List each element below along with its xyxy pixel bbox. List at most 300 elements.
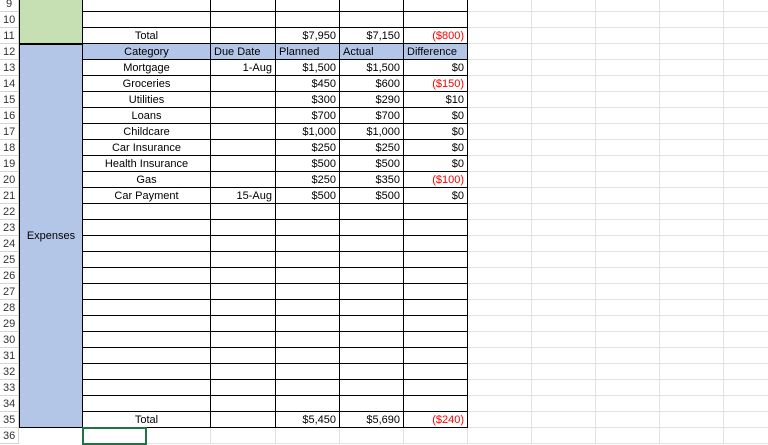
cell[interactable] xyxy=(596,28,660,44)
expense-category[interactable]: Car Payment xyxy=(83,188,211,204)
cell[interactable] xyxy=(276,236,340,252)
cell[interactable] xyxy=(211,12,276,28)
cell[interactable] xyxy=(83,332,211,348)
cell[interactable] xyxy=(83,396,211,412)
cell[interactable] xyxy=(83,12,211,28)
cell[interactable] xyxy=(724,12,768,28)
cell[interactable] xyxy=(596,12,660,28)
cell[interactable] xyxy=(724,140,768,156)
cell[interactable] xyxy=(724,172,768,188)
cell[interactable] xyxy=(404,220,468,236)
cell[interactable] xyxy=(468,396,532,412)
cell[interactable] xyxy=(468,92,532,108)
cell[interactable] xyxy=(532,28,596,44)
cell[interactable] xyxy=(596,332,660,348)
row-header[interactable]: 29 xyxy=(0,316,19,332)
cell[interactable] xyxy=(660,140,724,156)
expense-category[interactable]: Health Insurance xyxy=(83,156,211,172)
cell[interactable] xyxy=(660,172,724,188)
cell[interactable] xyxy=(211,284,276,300)
cell[interactable] xyxy=(660,396,724,412)
expense-actual[interactable]: $350 xyxy=(340,172,404,188)
cell[interactable] xyxy=(404,300,468,316)
cell[interactable] xyxy=(468,156,532,172)
cell[interactable] xyxy=(596,284,660,300)
cell[interactable] xyxy=(532,380,596,396)
expense-difference[interactable]: $0 xyxy=(404,124,468,140)
expense-difference[interactable]: $10 xyxy=(404,92,468,108)
cell[interactable] xyxy=(724,364,768,380)
cell[interactable] xyxy=(532,172,596,188)
cell[interactable] xyxy=(724,332,768,348)
cell[interactable] xyxy=(532,316,596,332)
cell[interactable] xyxy=(532,60,596,76)
expense-difference[interactable]: $0 xyxy=(404,156,468,172)
cell[interactable] xyxy=(404,12,468,28)
expense-actual[interactable]: $1,000 xyxy=(340,124,404,140)
expense-planned[interactable]: $1,000 xyxy=(276,124,340,140)
expense-due-date[interactable] xyxy=(211,92,276,108)
cell[interactable] xyxy=(596,268,660,284)
cell[interactable] xyxy=(276,252,340,268)
cell[interactable] xyxy=(211,316,276,332)
cell[interactable] xyxy=(276,380,340,396)
cell[interactable] xyxy=(660,124,724,140)
expense-due-date[interactable]: 15-Aug xyxy=(211,188,276,204)
cell[interactable] xyxy=(596,220,660,236)
cell[interactable] xyxy=(596,92,660,108)
cell[interactable] xyxy=(596,60,660,76)
expense-planned[interactable]: $500 xyxy=(276,188,340,204)
cell[interactable] xyxy=(83,0,211,12)
cell[interactable] xyxy=(276,428,340,444)
cell[interactable] xyxy=(83,348,211,364)
cell[interactable] xyxy=(532,92,596,108)
cell[interactable] xyxy=(276,396,340,412)
cell[interactable] xyxy=(211,380,276,396)
cell[interactable] xyxy=(660,332,724,348)
row-header[interactable]: 12 xyxy=(0,44,19,60)
expense-planned[interactable]: $250 xyxy=(276,172,340,188)
cell[interactable] xyxy=(532,412,596,428)
cell[interactable] xyxy=(211,236,276,252)
cell[interactable] xyxy=(83,220,211,236)
expense-due-date[interactable] xyxy=(211,108,276,124)
cell[interactable] xyxy=(724,412,768,428)
cell[interactable] xyxy=(340,332,404,348)
cell[interactable] xyxy=(340,12,404,28)
cell[interactable] xyxy=(211,204,276,220)
cell[interactable] xyxy=(532,252,596,268)
cell[interactable] xyxy=(724,348,768,364)
cell[interactable] xyxy=(468,428,532,444)
row-header[interactable]: 13 xyxy=(0,60,19,76)
cell[interactable] xyxy=(404,428,468,444)
row-header[interactable]: 28 xyxy=(0,300,19,316)
expense-difference[interactable]: ($100) xyxy=(404,172,468,188)
cell[interactable] xyxy=(404,316,468,332)
row-header[interactable]: 31 xyxy=(0,348,19,364)
cell[interactable] xyxy=(660,12,724,28)
expense-difference[interactable]: $0 xyxy=(404,140,468,156)
cell[interactable] xyxy=(276,220,340,236)
cell[interactable] xyxy=(468,300,532,316)
expense-planned[interactable]: $500 xyxy=(276,156,340,172)
cell[interactable] xyxy=(660,300,724,316)
cell[interactable] xyxy=(596,0,660,12)
cell[interactable] xyxy=(468,28,532,44)
cell[interactable] xyxy=(724,60,768,76)
cell[interactable] xyxy=(532,108,596,124)
cell[interactable] xyxy=(276,332,340,348)
cell[interactable] xyxy=(404,284,468,300)
cell[interactable] xyxy=(660,364,724,380)
cell[interactable] xyxy=(340,364,404,380)
cell[interactable] xyxy=(211,220,276,236)
expense-due-date[interactable] xyxy=(211,76,276,92)
cell[interactable] xyxy=(532,268,596,284)
income-total-actual[interactable]: $7,150 xyxy=(340,28,404,44)
income-total-difference[interactable]: ($800) xyxy=(404,28,468,44)
expenses-total-label[interactable]: Total xyxy=(83,412,211,428)
cell[interactable] xyxy=(660,348,724,364)
cell[interactable] xyxy=(596,364,660,380)
cell[interactable] xyxy=(276,348,340,364)
cell[interactable] xyxy=(468,332,532,348)
expenses-total-actual[interactable]: $5,690 xyxy=(340,412,404,428)
cell[interactable] xyxy=(276,204,340,220)
cell[interactable] xyxy=(596,412,660,428)
cell[interactable] xyxy=(660,108,724,124)
cell[interactable] xyxy=(724,108,768,124)
cell[interactable] xyxy=(724,284,768,300)
cell[interactable] xyxy=(468,268,532,284)
expense-category[interactable]: Car Insurance xyxy=(83,140,211,156)
cell[interactable] xyxy=(724,0,768,12)
cell[interactable] xyxy=(340,204,404,220)
cell[interactable] xyxy=(404,0,468,12)
cell[interactable] xyxy=(660,268,724,284)
income-total-planned[interactable]: $7,950 xyxy=(276,28,340,44)
row-header[interactable]: 14 xyxy=(0,76,19,92)
cell[interactable] xyxy=(724,204,768,220)
cell[interactable] xyxy=(724,428,768,444)
cell[interactable] xyxy=(532,188,596,204)
header-actual[interactable]: Actual xyxy=(340,44,404,60)
expense-planned[interactable]: $700 xyxy=(276,108,340,124)
cell[interactable] xyxy=(468,60,532,76)
cell[interactable] xyxy=(340,428,404,444)
cell[interactable] xyxy=(404,204,468,220)
cell[interactable] xyxy=(404,396,468,412)
cell[interactable] xyxy=(724,220,768,236)
row-header[interactable]: 21 xyxy=(0,188,19,204)
expense-category[interactable]: Utilities xyxy=(83,92,211,108)
cell[interactable] xyxy=(724,252,768,268)
cell[interactable] xyxy=(532,12,596,28)
expense-category[interactable]: Childcare xyxy=(83,124,211,140)
cell[interactable] xyxy=(83,284,211,300)
cell[interactable] xyxy=(660,92,724,108)
cell[interactable] xyxy=(468,220,532,236)
cell[interactable] xyxy=(468,108,532,124)
expense-actual[interactable]: $600 xyxy=(340,76,404,92)
expense-actual[interactable]: $500 xyxy=(340,188,404,204)
cell[interactable] xyxy=(468,12,532,28)
cell[interactable] xyxy=(596,348,660,364)
cell[interactable] xyxy=(596,124,660,140)
cell[interactable] xyxy=(660,76,724,92)
cell[interactable] xyxy=(404,364,468,380)
header-difference[interactable]: Difference xyxy=(404,44,468,60)
cell[interactable] xyxy=(83,252,211,268)
row-header[interactable]: 19 xyxy=(0,156,19,172)
row-header[interactable]: 26 xyxy=(0,268,19,284)
cell[interactable] xyxy=(724,300,768,316)
expense-difference[interactable]: $0 xyxy=(404,108,468,124)
expense-planned[interactable]: $450 xyxy=(276,76,340,92)
cell[interactable] xyxy=(724,268,768,284)
cell[interactable] xyxy=(724,236,768,252)
cell[interactable] xyxy=(340,0,404,12)
cell[interactable] xyxy=(468,364,532,380)
cell[interactable] xyxy=(596,252,660,268)
cell[interactable] xyxy=(660,44,724,60)
cell[interactable] xyxy=(724,316,768,332)
cell[interactable] xyxy=(83,364,211,380)
row-header[interactable]: 10 xyxy=(0,12,19,28)
expense-difference[interactable]: $0 xyxy=(404,60,468,76)
cell[interactable] xyxy=(660,60,724,76)
cell[interactable] xyxy=(468,188,532,204)
cell[interactable] xyxy=(532,76,596,92)
row-header[interactable]: 9 xyxy=(0,0,19,12)
cell[interactable] xyxy=(83,268,211,284)
active-cell-selection[interactable] xyxy=(82,427,147,445)
cell[interactable] xyxy=(340,380,404,396)
cell[interactable] xyxy=(340,300,404,316)
cell[interactable] xyxy=(596,316,660,332)
row-header[interactable]: 22 xyxy=(0,204,19,220)
cell[interactable] xyxy=(660,204,724,220)
cell[interactable] xyxy=(596,156,660,172)
cell[interactable] xyxy=(468,252,532,268)
cell[interactable] xyxy=(724,156,768,172)
cell[interactable] xyxy=(468,44,532,60)
expense-planned[interactable]: $300 xyxy=(276,92,340,108)
expense-category[interactable]: Loans xyxy=(83,108,211,124)
cell[interactable] xyxy=(532,204,596,220)
cell[interactable] xyxy=(404,236,468,252)
cell[interactable] xyxy=(276,284,340,300)
cell[interactable] xyxy=(211,332,276,348)
expense-difference[interactable]: $0 xyxy=(404,188,468,204)
cell[interactable] xyxy=(532,364,596,380)
cell[interactable] xyxy=(468,236,532,252)
cell[interactable] xyxy=(660,156,724,172)
cell[interactable] xyxy=(596,76,660,92)
cell[interactable] xyxy=(340,236,404,252)
expense-due-date[interactable] xyxy=(211,156,276,172)
income-section-block[interactable] xyxy=(19,0,83,44)
cell[interactable] xyxy=(211,28,276,44)
cell[interactable] xyxy=(404,332,468,348)
row-header[interactable]: 11 xyxy=(0,28,19,44)
cell[interactable] xyxy=(596,236,660,252)
cell[interactable] xyxy=(532,348,596,364)
cell[interactable] xyxy=(340,268,404,284)
cell[interactable] xyxy=(532,332,596,348)
row-header[interactable]: 27 xyxy=(0,284,19,300)
cell[interactable] xyxy=(83,316,211,332)
cell[interactable] xyxy=(660,220,724,236)
expense-actual[interactable]: $500 xyxy=(340,156,404,172)
expense-actual[interactable]: $700 xyxy=(340,108,404,124)
cell[interactable] xyxy=(468,172,532,188)
cell[interactable] xyxy=(404,252,468,268)
row-header[interactable]: 23 xyxy=(0,220,19,236)
cell[interactable] xyxy=(211,268,276,284)
expense-due-date[interactable] xyxy=(211,124,276,140)
cell[interactable] xyxy=(532,396,596,412)
cell[interactable] xyxy=(468,316,532,332)
cell[interactable] xyxy=(660,188,724,204)
cell[interactable] xyxy=(532,44,596,60)
cell[interactable] xyxy=(532,220,596,236)
expenses-total-difference[interactable]: ($240) xyxy=(404,412,468,428)
expense-due-date[interactable]: 1-Aug xyxy=(211,60,276,76)
cell[interactable] xyxy=(724,396,768,412)
cell[interactable] xyxy=(83,300,211,316)
expense-actual[interactable]: $290 xyxy=(340,92,404,108)
cell[interactable] xyxy=(276,316,340,332)
cell[interactable] xyxy=(468,140,532,156)
row-header[interactable]: 32 xyxy=(0,364,19,380)
cell[interactable] xyxy=(660,380,724,396)
cell[interactable] xyxy=(724,44,768,60)
cell[interactable] xyxy=(532,236,596,252)
cell[interactable] xyxy=(468,204,532,220)
row-header[interactable]: 15 xyxy=(0,92,19,108)
cell[interactable] xyxy=(211,364,276,380)
cell[interactable] xyxy=(211,428,276,444)
cell[interactable] xyxy=(724,76,768,92)
cell[interactable] xyxy=(532,156,596,172)
cell[interactable] xyxy=(596,44,660,60)
expenses-section-label[interactable]: Expenses xyxy=(19,44,83,428)
cell[interactable] xyxy=(468,284,532,300)
expense-actual[interactable]: $1,500 xyxy=(340,60,404,76)
cell[interactable] xyxy=(340,284,404,300)
cell[interactable] xyxy=(532,124,596,140)
cell[interactable] xyxy=(468,124,532,140)
cell[interactable] xyxy=(596,172,660,188)
cell[interactable] xyxy=(596,428,660,444)
expense-planned[interactable]: $250 xyxy=(276,140,340,156)
cell[interactable] xyxy=(276,364,340,380)
cell[interactable] xyxy=(532,300,596,316)
cell[interactable] xyxy=(276,0,340,12)
cell[interactable] xyxy=(340,252,404,268)
expense-category[interactable]: Groceries xyxy=(83,76,211,92)
cell[interactable] xyxy=(468,76,532,92)
cell[interactable] xyxy=(596,188,660,204)
cell[interactable] xyxy=(660,236,724,252)
cell[interactable] xyxy=(532,0,596,12)
expenses-total-planned[interactable]: $5,450 xyxy=(276,412,340,428)
cell[interactable] xyxy=(340,396,404,412)
row-header[interactable]: 35 xyxy=(0,412,19,428)
expense-category[interactable]: Mortgage xyxy=(83,60,211,76)
cell[interactable] xyxy=(276,12,340,28)
cell[interactable] xyxy=(404,348,468,364)
cell[interactable] xyxy=(340,348,404,364)
row-header[interactable]: 36 xyxy=(0,428,19,444)
cell[interactable] xyxy=(83,204,211,220)
row-header[interactable]: 25 xyxy=(0,252,19,268)
cell[interactable] xyxy=(596,108,660,124)
cell[interactable] xyxy=(211,300,276,316)
cell[interactable] xyxy=(660,284,724,300)
cell[interactable] xyxy=(724,124,768,140)
cell[interactable] xyxy=(596,380,660,396)
cell[interactable] xyxy=(532,140,596,156)
income-total-label[interactable]: Total xyxy=(83,28,211,44)
header-category[interactable]: Category xyxy=(83,44,211,60)
expense-category[interactable]: Gas xyxy=(83,172,211,188)
row-header[interactable]: 18 xyxy=(0,140,19,156)
cell[interactable] xyxy=(596,300,660,316)
cell[interactable] xyxy=(340,316,404,332)
cell[interactable] xyxy=(211,412,276,428)
cell[interactable] xyxy=(211,0,276,12)
expense-difference[interactable]: ($150) xyxy=(404,76,468,92)
cell[interactable] xyxy=(468,380,532,396)
row-header[interactable]: 33 xyxy=(0,380,19,396)
cell[interactable] xyxy=(532,428,596,444)
row-header[interactable]: 16 xyxy=(0,108,19,124)
header-planned[interactable]: Planned xyxy=(276,44,340,60)
cell[interactable] xyxy=(468,412,532,428)
cell[interactable] xyxy=(468,0,532,12)
cell[interactable] xyxy=(660,28,724,44)
cell[interactable] xyxy=(724,28,768,44)
cell[interactable] xyxy=(276,300,340,316)
header-due-date[interactable]: Due Date xyxy=(211,44,276,60)
cell[interactable] xyxy=(211,396,276,412)
cell[interactable] xyxy=(596,204,660,220)
cell[interactable] xyxy=(724,380,768,396)
cell[interactable] xyxy=(724,92,768,108)
cell[interactable] xyxy=(660,316,724,332)
row-header[interactable]: 30 xyxy=(0,332,19,348)
row-header[interactable]: 20 xyxy=(0,172,19,188)
row-header[interactable]: 34 xyxy=(0,396,19,412)
expense-actual[interactable]: $250 xyxy=(340,140,404,156)
expense-due-date[interactable] xyxy=(211,172,276,188)
cell[interactable] xyxy=(83,236,211,252)
cell[interactable] xyxy=(276,268,340,284)
cell[interactable] xyxy=(596,140,660,156)
row-header[interactable]: 17 xyxy=(0,124,19,140)
row-header[interactable]: 24 xyxy=(0,236,19,252)
cell[interactable] xyxy=(660,428,724,444)
cell[interactable] xyxy=(404,380,468,396)
expense-due-date[interactable] xyxy=(211,140,276,156)
cell[interactable] xyxy=(468,348,532,364)
cell[interactable] xyxy=(404,268,468,284)
cell[interactable] xyxy=(211,252,276,268)
